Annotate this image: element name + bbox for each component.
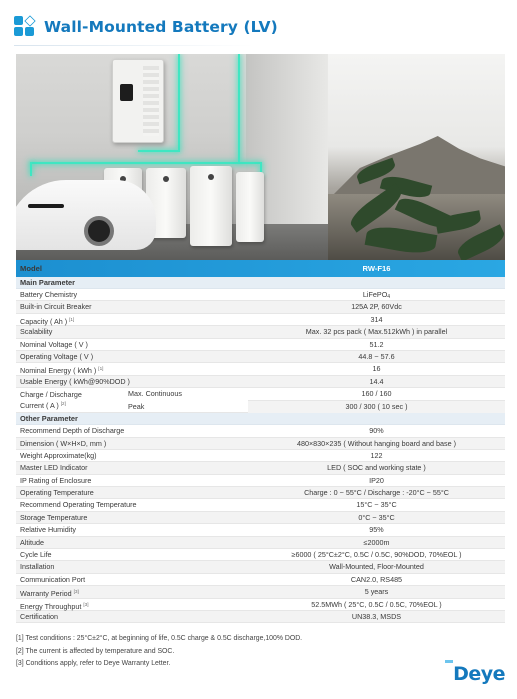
footnote-ref: [1] xyxy=(69,316,75,322)
row-value: 125A 2P, 60Vdc xyxy=(351,302,402,312)
row-value: CAN2.0, RS485 xyxy=(350,574,403,584)
row-label: Certification xyxy=(20,611,58,621)
title-divider xyxy=(14,45,254,46)
table-row xyxy=(16,586,505,598)
table-row xyxy=(16,301,505,313)
row-value: Wall-Mounted, Floor-Mounted xyxy=(329,562,424,572)
table-row xyxy=(16,462,505,474)
row-value: Charge : 0 ~ 55°C / Discharge : -20°C ~ 55°C xyxy=(304,488,449,498)
row-value: IP20 xyxy=(369,475,384,485)
row-value: 51.2 xyxy=(369,339,384,349)
row-label: IP Rating of Enclosure xyxy=(20,475,92,485)
table-row xyxy=(16,438,505,450)
page-header xyxy=(14,14,278,40)
footnote-ref: [3] xyxy=(73,589,79,595)
table-row xyxy=(16,537,505,549)
row-value: ≥6000 ( 25°C±2°C, 0.5C / 0.5C, 90%DOD, 70%EOL ) xyxy=(291,550,462,560)
row-label: Operating Temperature xyxy=(20,488,94,498)
table-row xyxy=(16,425,505,437)
table-row xyxy=(16,512,505,524)
row-label-text: Energy Throughput xyxy=(20,601,82,611)
section-title: Main Parameter xyxy=(20,278,76,287)
table-row xyxy=(16,450,505,462)
model-label: Model xyxy=(20,264,42,273)
row-value: LiFePO$_4$ xyxy=(362,290,391,300)
row-value: 122 xyxy=(370,450,383,460)
footnotes xyxy=(16,633,302,671)
table-row xyxy=(16,549,505,561)
row-value: 44.8 ~ 57.6 xyxy=(358,351,395,361)
row-label: Scalability xyxy=(20,327,53,337)
section-main-parameter xyxy=(16,277,505,289)
spec-table xyxy=(16,260,505,623)
row-label-text: Capacity ( Ah ) xyxy=(20,316,68,326)
row-value: LED ( SOC and working state ) xyxy=(327,463,426,473)
model-value: RW-F16 xyxy=(362,264,391,273)
table-row xyxy=(16,376,505,388)
row-label-text: Nominal Energy ( kWh ) xyxy=(20,366,97,376)
section-title: Other Parameter xyxy=(20,414,78,424)
table-row xyxy=(16,363,505,375)
model-header-row xyxy=(16,260,505,277)
table-row xyxy=(16,475,505,487)
inverter-unit xyxy=(112,59,164,143)
brand-logo: Deye xyxy=(453,663,505,685)
table-row xyxy=(16,487,505,499)
row-label: Recommend Depth of Discharge xyxy=(20,426,125,436)
row-value: 15°C ~ 35°C xyxy=(356,500,397,510)
row-label: Cycle Life xyxy=(20,550,52,560)
charge-discharge-row xyxy=(16,388,505,413)
footnote: [1] Test conditions : 25°C±2°C, at beginning of life, 0.5C charge & 0.5C discharge,100% DOD. xyxy=(16,635,303,642)
table-row xyxy=(16,499,505,511)
table-row xyxy=(16,524,505,536)
table-row xyxy=(16,289,505,301)
row-value: 52.5MWh ( 25°C, 0.5C / 0.5C, 70%EOL ) xyxy=(311,599,442,609)
row-label: Master LED Indicator xyxy=(20,463,88,473)
row-value: 14.4 xyxy=(369,376,384,386)
row-value: 16 xyxy=(372,364,381,374)
row-value: 90% xyxy=(369,426,384,436)
row-value: 5 years xyxy=(364,587,389,597)
row-value: 160 / 160 xyxy=(248,388,505,400)
row-label-line2: Current ( A ) xyxy=(20,400,59,410)
footnote-ref: [1] xyxy=(98,366,104,372)
row-label: Built-in Circuit Breaker xyxy=(20,302,92,312)
row-label: Usable Energy ( kWh@90%DOD ) xyxy=(20,376,130,386)
page-title: Wall-Mounted Battery (LV) xyxy=(44,18,278,36)
row-label-line1: Charge / Discharge xyxy=(20,390,82,400)
row-label: Operating Voltage ( V ) xyxy=(20,351,94,361)
row-label: Installation xyxy=(20,562,55,572)
row-value: 95% xyxy=(369,525,384,535)
row-label: Altitude xyxy=(20,537,44,547)
table-row xyxy=(16,326,505,338)
table-row xyxy=(16,314,505,326)
row-label: Relative Humidity xyxy=(20,525,76,535)
row-value: 480×830×235 ( Without hanging board and base ) xyxy=(296,438,457,448)
row-value: Max. 32 pcs pack ( Max.512kWh ) in parallel xyxy=(305,327,448,337)
section-other-parameter xyxy=(16,413,505,425)
row-label: Recommend Operating Temperature xyxy=(20,500,137,510)
footnote-ref: [2] xyxy=(60,400,66,406)
row-value: 300 / 300 ( 10 sec ) xyxy=(248,401,505,413)
footnote: [3] Conditions apply, refer to Deye Warranty Letter. xyxy=(16,660,171,668)
table-row xyxy=(16,351,505,363)
row-label: Dimension ( W×H×D, mm ) xyxy=(20,438,107,448)
row-value: ≤2000m xyxy=(363,537,390,547)
table-row xyxy=(16,599,505,611)
sub-label-max-continuous: Max. Continuous xyxy=(128,389,182,399)
blue-squares-logo-icon xyxy=(14,16,36,38)
table-row xyxy=(16,611,505,623)
row-label xyxy=(20,391,82,410)
row-label: Storage Temperature xyxy=(20,512,88,522)
row-value: 0°C ~ 35°C xyxy=(358,512,395,522)
row-label-text: Warranty Period xyxy=(20,589,72,599)
row-label: Battery Chemistry xyxy=(20,290,78,299)
footnote-ref: [3] xyxy=(83,601,89,607)
footnote: [2] The current is affected by temperature and SOC. xyxy=(16,647,175,655)
row-label: Weight Approximate(kg) xyxy=(20,450,97,460)
table-row xyxy=(16,339,505,351)
brand-accent xyxy=(445,660,453,663)
row-value: 314 xyxy=(370,314,383,324)
product-photo xyxy=(16,54,505,260)
sub-label-peak: Peak xyxy=(128,401,145,411)
row-label: Communication Port xyxy=(20,574,86,584)
table-row xyxy=(16,574,505,586)
table-row xyxy=(16,561,505,573)
row-label: Nominal Voltage ( V ) xyxy=(20,339,88,349)
row-value: UN38.3, MSDS xyxy=(351,611,402,621)
